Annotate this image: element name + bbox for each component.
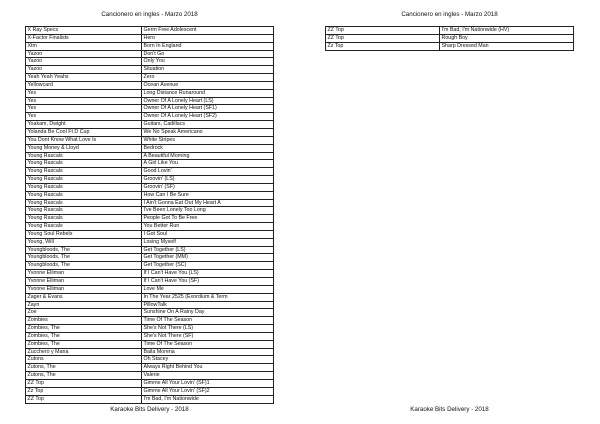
artist-cell: Zombies, The <box>26 325 142 333</box>
song-row <box>26 81 274 89</box>
left-page-footer: Karaoke Bits Delivery - 2018 <box>110 406 189 413</box>
song-row <box>26 293 274 301</box>
artist-cell: Zombies, The <box>26 332 142 340</box>
song-row <box>26 191 274 199</box>
artist-cell: Zutons, The <box>26 364 142 372</box>
song-title-cell: Sharp Dressed Man <box>440 42 574 50</box>
song-title-cell: Sunshine On A Rainy Day <box>142 309 274 317</box>
right-page-header: Cancionero en ingles - Marzo 2018 <box>401 11 498 18</box>
song-title-cell: Rough Boy <box>440 34 574 42</box>
artist-cell: Yes <box>26 97 142 105</box>
song-row <box>26 152 274 160</box>
song-row <box>26 136 274 144</box>
song-row <box>26 309 274 317</box>
artist-cell: Yoakam, Dwight <box>26 121 142 129</box>
song-row <box>26 89 274 97</box>
song-title-cell: Always Right Behind You <box>142 364 274 372</box>
song-title-cell: A Beautiful Morning <box>142 152 274 160</box>
song-row <box>26 66 274 74</box>
song-title-cell: Time Of The Season <box>142 317 274 325</box>
song-title-cell: Long Distance Runaround <box>142 89 274 97</box>
song-row <box>26 285 274 293</box>
artist-cell: Zombies <box>26 317 142 325</box>
song-title-cell: Zero <box>142 74 274 82</box>
song-row <box>26 27 274 35</box>
artist-cell: Young Rascals <box>26 152 142 160</box>
right-page-footer: Karaoke Bits Delivery - 2018 <box>410 406 489 413</box>
artist-cell: Young Soul Rebels <box>26 230 142 238</box>
song-title-cell: PillowTalk <box>142 301 274 309</box>
song-title-cell: Get Together (SC) <box>142 262 274 270</box>
song-row <box>26 215 274 223</box>
song-title-cell: She's Not There (LS) <box>142 325 274 333</box>
artist-cell: Yellowcard <box>26 81 142 89</box>
artist-cell: Young Money & Lloyd <box>26 144 142 152</box>
artist-cell: Young Rascals <box>26 199 142 207</box>
song-title-cell: If I Can't Have You (SF) <box>142 278 274 286</box>
song-title-cell: If I Can't Have You (LS) <box>142 270 274 278</box>
song-title-cell: Baila Morena <box>142 348 274 356</box>
song-row <box>26 332 274 340</box>
artist-cell: X Ray Specs <box>26 27 142 35</box>
song-title-cell: I Got Soul <box>142 230 274 238</box>
song-row <box>26 262 274 270</box>
song-title-cell: Born In England <box>142 42 274 50</box>
artist-cell: Yeah Yeah Yeahs <box>26 74 142 82</box>
right-song-table <box>325 26 574 51</box>
song-row <box>26 356 274 364</box>
artist-cell: Youngbloods, The <box>26 254 142 262</box>
song-row <box>26 113 274 121</box>
artist-cell: Young Rascals <box>26 176 142 184</box>
song-row <box>26 74 274 82</box>
song-row <box>26 348 274 356</box>
song-row <box>26 317 274 325</box>
artist-cell: Yazoo <box>26 50 142 58</box>
song-title-cell: Gimme All Your Lovin' (SF)1 <box>142 379 274 387</box>
song-row <box>26 230 274 238</box>
artist-cell: Zayn <box>26 301 142 309</box>
artist-cell: Yvonne Elliman <box>26 278 142 286</box>
song-title-cell: Hero <box>142 34 274 42</box>
artist-cell: Young Rascals <box>26 215 142 223</box>
artist-cell: Young Rascals <box>26 183 142 191</box>
song-title-cell: Groovin' (SF) <box>142 183 274 191</box>
song-row <box>26 325 274 333</box>
song-row <box>26 278 274 286</box>
artist-cell: Yazoo <box>26 58 142 66</box>
artist-cell: Zz Top <box>26 387 142 395</box>
song-title-cell: Get Together (LS) <box>142 246 274 254</box>
artist-cell: ZZ Top <box>326 27 440 35</box>
song-title-cell: Germ Free Adolescent <box>142 27 274 35</box>
artist-cell: Zoe <box>26 309 142 317</box>
song-title-cell: I'm Bad, I'm Nationwide <box>142 395 274 403</box>
song-title-cell: We No Speak Americano <box>142 128 274 136</box>
artist-cell: Yes <box>26 89 142 97</box>
song-row <box>26 58 274 66</box>
song-row <box>26 387 274 395</box>
song-row <box>26 128 274 136</box>
left-page-header: Cancionero en ingles - Marzo 2018 <box>101 11 198 18</box>
song-title-cell: Groovin' (LS) <box>142 176 274 184</box>
song-row <box>26 105 274 113</box>
artist-cell: ZZ Top <box>26 379 142 387</box>
artist-cell: Zutons <box>26 356 142 364</box>
song-title-cell: Owner Of A Lonely Heart (SF2) <box>142 113 274 121</box>
song-title-cell: Oh Stacey <box>142 356 274 364</box>
artist-cell: Zombies, The <box>26 340 142 348</box>
song-row <box>26 246 274 254</box>
song-row <box>26 254 274 262</box>
song-row <box>26 395 274 403</box>
song-row <box>26 207 274 215</box>
song-row <box>326 27 574 35</box>
song-title-cell: Good Lovin' <box>142 168 274 176</box>
song-row <box>26 160 274 168</box>
song-row <box>26 176 274 184</box>
artist-cell: Young Rascals <box>26 191 142 199</box>
song-title-cell: Situation <box>142 66 274 74</box>
song-title-cell: I'm Bad, I'm Nationwide (HV) <box>440 27 574 35</box>
song-row <box>26 270 274 278</box>
artist-cell: Youngbloods, The <box>26 246 142 254</box>
song-title-cell: Owner Of A Lonely Heart (SF1) <box>142 105 274 113</box>
song-row <box>26 238 274 246</box>
song-row <box>26 379 274 387</box>
artist-cell: Young Rascals <box>26 207 142 215</box>
artist-cell: Young, Will <box>26 238 142 246</box>
song-title-cell: People Got To Be Free <box>142 215 274 223</box>
song-row <box>26 42 274 50</box>
song-title-cell: Owner Of A Lonely Heart (LS) <box>142 97 274 105</box>
song-title-cell: Love Me <box>142 285 274 293</box>
song-title-cell: A Girl Like You <box>142 160 274 168</box>
song-row <box>26 340 274 348</box>
song-row <box>26 199 274 207</box>
artist-cell: Young Rascals <box>26 223 142 231</box>
artist-cell: Young Rascals <box>26 168 142 176</box>
artist-cell: Youngbloods, The <box>26 262 142 270</box>
song-row <box>26 34 274 42</box>
song-row <box>326 34 574 42</box>
song-row <box>326 42 574 50</box>
song-title-cell: She's Not There (SF) <box>142 332 274 340</box>
song-title-cell: You Better Run <box>142 223 274 231</box>
song-title-cell: Bedrock <box>142 144 274 152</box>
artist-cell: Zutons, The <box>26 372 142 380</box>
song-row <box>26 168 274 176</box>
song-row <box>26 144 274 152</box>
song-title-cell: How Can I Be Sure <box>142 191 274 199</box>
artist-cell: Yes <box>26 105 142 113</box>
artist-cell: Yes <box>26 113 142 121</box>
song-row <box>26 372 274 380</box>
song-row <box>26 364 274 372</box>
artist-cell: Yazoo <box>26 66 142 74</box>
artist-cell: Yvonne Elliman <box>26 285 142 293</box>
song-title-cell: Losing Myself <box>142 238 274 246</box>
artist-cell: ZZ Top <box>326 34 440 42</box>
artist-cell: Young Rascals <box>26 160 142 168</box>
song-row <box>26 97 274 105</box>
artist-cell: X-Factor Finalists <box>26 34 142 42</box>
artist-cell: ZZ Top <box>26 395 142 403</box>
song-row <box>26 50 274 58</box>
song-row <box>26 183 274 191</box>
song-title-cell: I Ain't Gonna Eat Out My Heart A <box>142 199 274 207</box>
song-row <box>26 121 274 129</box>
song-title-cell: Only You <box>142 58 274 66</box>
artist-cell: You Dont Know What Love Is <box>26 136 142 144</box>
song-title-cell: Time Of The Season <box>142 340 274 348</box>
song-title-cell: Don't Go <box>142 50 274 58</box>
song-title-cell: In The Year 2525 (Exordium & Term <box>142 293 274 301</box>
artist-cell: Yolanda Be Cool Ft D Cup <box>26 128 142 136</box>
artist-cell: Yvonne Elliman <box>26 270 142 278</box>
artist-cell: Zz Top <box>326 42 440 50</box>
song-title-cell: Gimme All Your Lovin' (SF)2 <box>142 387 274 395</box>
song-title-cell: Valerie <box>142 372 274 380</box>
song-row <box>26 301 274 309</box>
song-title-cell: Guitars, Cadillacs <box>142 121 274 129</box>
song-title-cell: Get Together (MM) <box>142 254 274 262</box>
left-song-table <box>25 26 274 404</box>
artist-cell: Zucchero y Mana <box>26 348 142 356</box>
song-title-cell: Ocean Avenue <box>142 81 274 89</box>
song-title-cell: White Stripes <box>142 136 274 144</box>
artist-cell: Zager & Evans <box>26 293 142 301</box>
song-title-cell: I've Been Lonely Too Long <box>142 207 274 215</box>
song-row <box>26 223 274 231</box>
artist-cell: Xtm <box>26 42 142 50</box>
